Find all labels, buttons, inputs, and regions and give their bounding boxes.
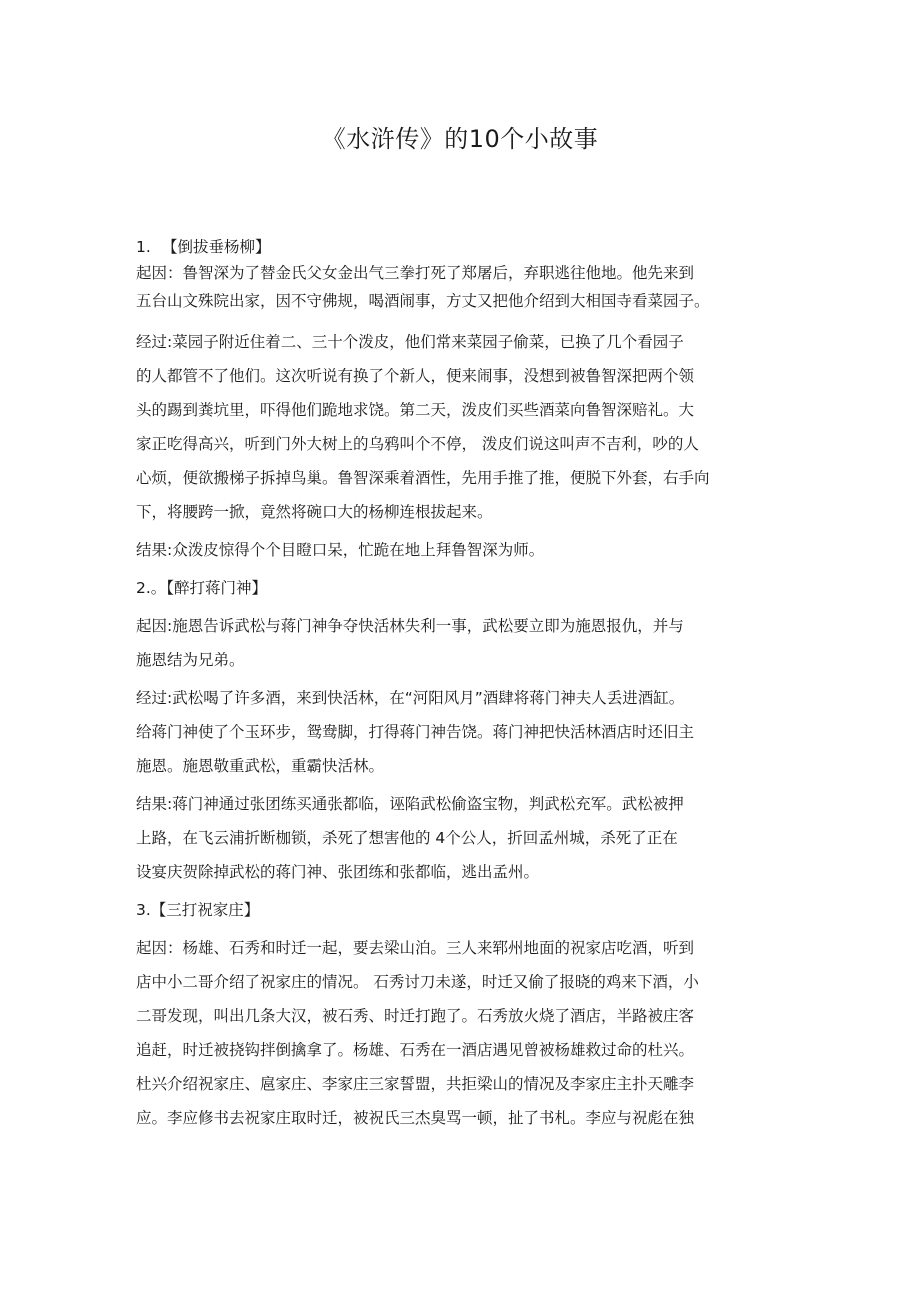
story-2-result (136, 787, 786, 889)
paragraph-line: 追赶，时迁被挠钩拌倒擒拿了。杨雄、石秀在一酒店遇见曾被杨雄救过命的杜兴。 (136, 1041, 695, 1059)
paragraph-line: 的人都管不了他们。这次听说有换了个新人，便来闹事，没想到被鲁智深把两个领 (136, 367, 695, 385)
paragraph-line: 起因：杨雄、石秀和时迁一起，要去梁山泊。三人来郓州地面的祝家店吃酒，听到 (136, 939, 695, 957)
story-2-heading (136, 571, 786, 605)
paragraph-line: 头的踢到粪坑里，吓得他们跪地求饶。第二天，泼皮们买些酒菜向鲁智深赔礼。大 (136, 401, 695, 419)
paragraph-line: 施恩结为兄弟。 (136, 651, 245, 669)
document-body (136, 235, 786, 1135)
story-3-title: 【三打祝家庄】 (150, 901, 260, 919)
story-1-process (136, 325, 786, 529)
story-1-result (136, 533, 786, 567)
paragraph-line: 上路，在飞云浦折断枷锁，杀死了想害他的 4个公人，折回孟州城，杀死了正在 (136, 829, 678, 847)
paragraph-line: 店中小二哥介绍了祝家庄的情况。 石秀讨刀未遂，时迁又偷了报晓的鸡来下酒，小 (136, 973, 699, 991)
story-2-process (136, 681, 786, 783)
story-2 (136, 571, 786, 889)
paragraph-line: 起因:施恩告诉武松与蒋门神争夺快活林失利一事，武松要立即为施恩报仇，并与 (136, 617, 684, 635)
paragraph-line: 结果:蒋门神通过张团练买通张都临，诬陷武松偷盗宝物，判武松充军。武松被押 (136, 795, 684, 813)
story-3-cause (136, 931, 786, 1135)
paragraph-line: 设宴庆贺除掉武松的蒋门神、张团练和张都临，逃出孟州。 (136, 863, 540, 881)
paragraph-line: 给蒋门神使了个玉环步，鸳鸯脚，打得蒋门神告饶。蒋门神把快活林酒店时还旧主 (136, 723, 695, 741)
paragraph-line: 下，将腰跨一掀，竟然将碗口大的杨柳连根拔起来。 (136, 503, 493, 521)
paragraph-line: 家正吃得高兴，听到门外大树上的乌鸦叫个不停， 泼皮们说这叫声不吉利，吵的人 (136, 435, 699, 453)
paragraph-line: 起因：鲁智深为了替金氏父女金出气三拳打死了郑屠后，弃职逃往他地。他先来到 (136, 264, 695, 282)
paragraph-line: 杜兴介绍祝家庄、扈家庄、李家庄三家誓盟，共拒梁山的情况及李家庄主扑天雕李 (136, 1075, 695, 1093)
paragraph-line: 心烦，便欲搬梯子拆掉鸟巢。鲁智深乘着酒性，先用手推了推，便脱下外套，右手向 (136, 469, 710, 487)
paragraph-line: 二哥发现，叫出几条大汉，被石秀、时迁打跑了。石秀放火烧了酒店，半路被庄客 (136, 1007, 695, 1025)
story-3-heading (136, 893, 786, 927)
story-1-title: 【倒拔垂杨柳】 (162, 238, 271, 256)
story-1 (136, 235, 786, 567)
story-2-cause (136, 609, 786, 677)
paragraph-line: 应。李应修书去祝家庄取时迁，被祝氏三杰臭骂一顿，扯了书札。李应与祝彪在独 (136, 1109, 695, 1127)
story-1-heading (136, 235, 786, 259)
paragraph-line: 经过:菜园子附近住着二、三十个泼皮，他们常来菜园子偷菜，已换了几个看园子 (136, 333, 684, 351)
document-title: 《水浒传》的10个小故事 (321, 125, 599, 153)
paragraph-line: 结果:众泼皮惊得个个目瞪口呆，忙跪在地上拜鲁智深为师。 (136, 541, 545, 559)
story-1-cause (136, 259, 786, 315)
story-2-title: 。【醉打蒋门神】 (150, 579, 268, 597)
paragraph-line: 施恩。施恩敬重武松，重霸快活林。 (136, 757, 385, 775)
story-3-number: 3. (136, 901, 151, 919)
paragraph-line: 经过:武松喝了许多酒，来到快活林，在“河阳风月”酒肆将蒋门神夫人丢进酒缸。 (136, 689, 685, 707)
story-3 (136, 893, 786, 1135)
story-2-number: 2. (136, 579, 151, 597)
paragraph-line: 五台山文殊院出家，因不守佛规，喝酒闹事，方丈又把他介绍到大相国寺看菜园子。 (136, 292, 710, 310)
story-1-number: 1. (136, 238, 151, 256)
